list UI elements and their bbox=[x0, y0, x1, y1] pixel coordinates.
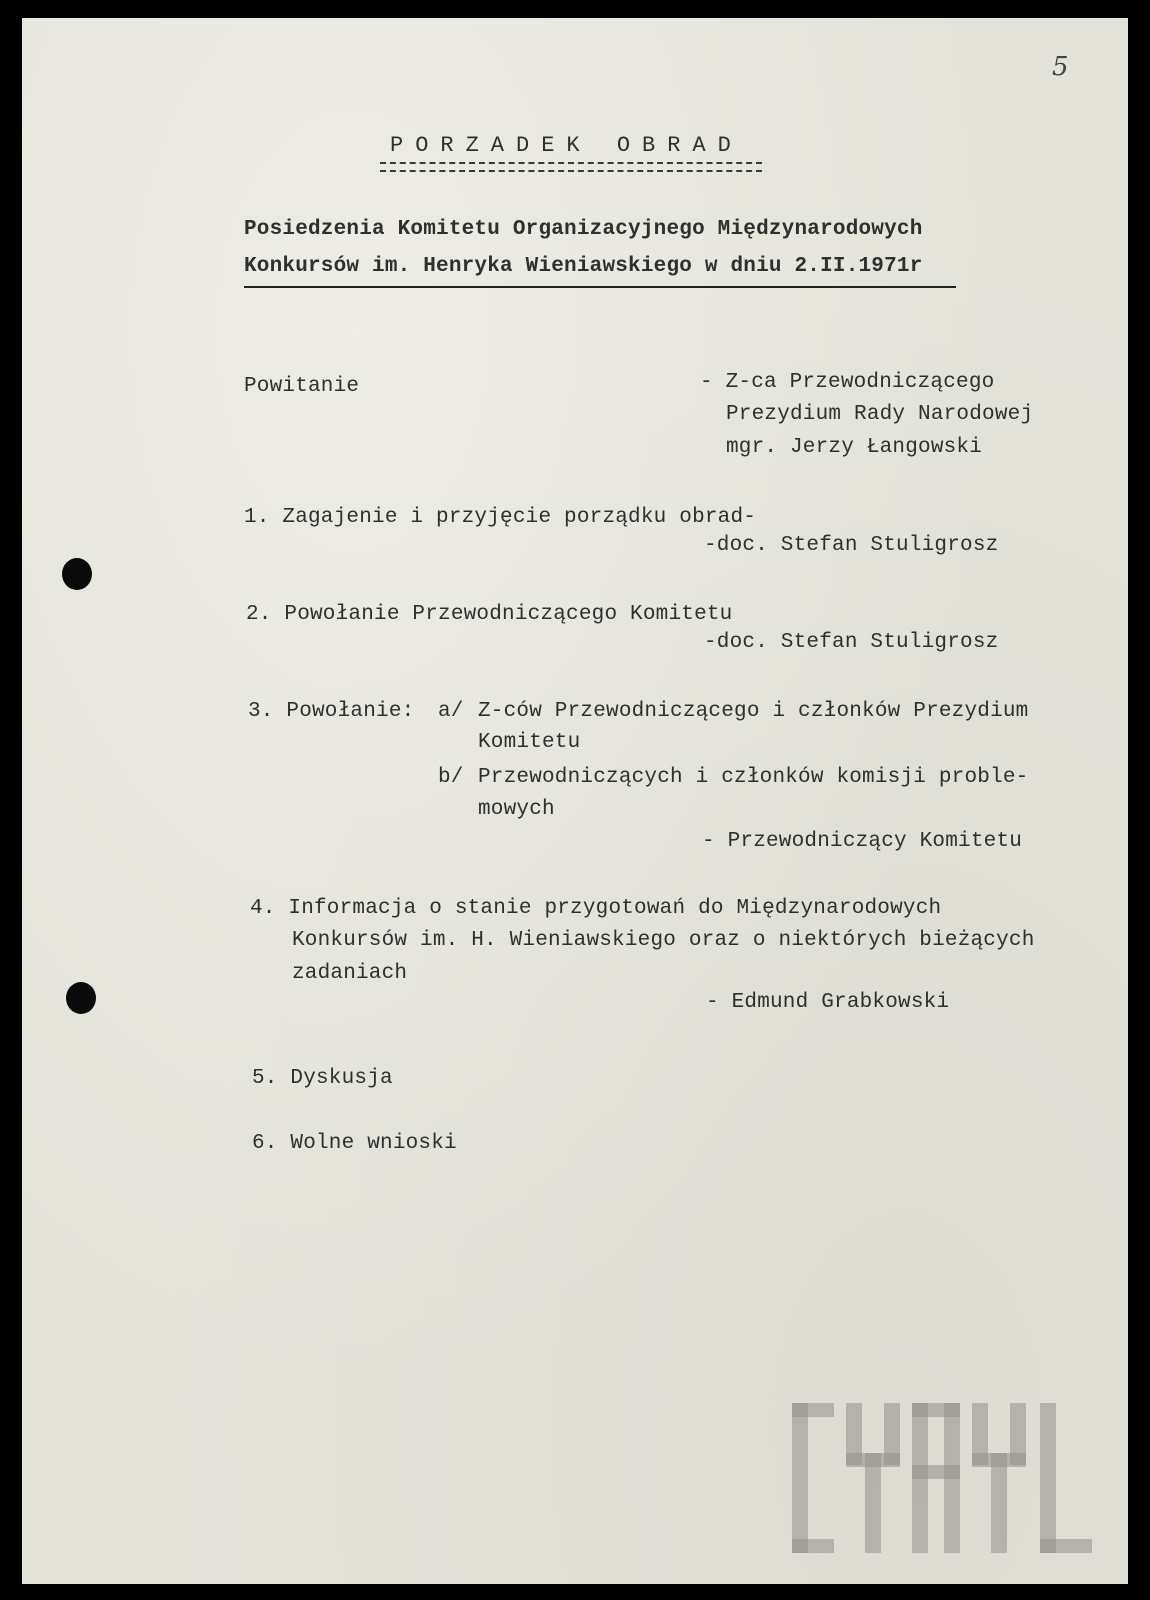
welcome-speaker-line-3: mgr. Jerzy Łangowski bbox=[726, 436, 983, 459]
document-page bbox=[22, 18, 1128, 1584]
page-number: 5 bbox=[1052, 52, 1069, 82]
punch-hole-bottom bbox=[66, 982, 96, 1014]
agenda-item-3-speaker: - Przewodniczący Komitetu bbox=[702, 830, 1023, 853]
subtitle-line-2: Konkursów im. Henryka Wieniawskiego w dniu 2.II.1971r bbox=[244, 255, 923, 278]
welcome-label: Powitanie bbox=[244, 375, 360, 398]
agenda-item-4-line-3: zadaniach bbox=[292, 962, 408, 985]
agenda-item-1: 1. Zagajenie i przyjęcie porządku obrad- bbox=[244, 506, 757, 529]
agenda-item-6: 6. Wolne wnioski bbox=[252, 1132, 457, 1155]
agenda-item-2-speaker: -doc. Stefan Stuligrosz bbox=[704, 631, 999, 654]
agenda-item-3a-marker: a/ bbox=[438, 700, 464, 723]
agenda-item-3b-line-2: mowych bbox=[478, 798, 555, 821]
subtitle-line-1: Posiedzenia Komitetu Organizacyjnego Międzynarodowych bbox=[244, 218, 923, 241]
welcome-speaker-line-1: - Z-ca Przewodniczącego bbox=[700, 371, 995, 394]
welcome-speaker-line-2: Prezydium Rady Narodowej bbox=[726, 403, 1034, 426]
agenda-item-4-line-2: Konkursów im. H. Wieniawskiego oraz o niektórych bieżących bbox=[292, 929, 1035, 952]
cyryl-watermark bbox=[792, 1403, 1112, 1563]
agenda-item-3a-line-1: Z-ców Przewodniczącego i członków Prezydium bbox=[478, 700, 1029, 723]
agenda-item-3b-line-1: Przewodniczących i członków komisji proble- bbox=[478, 766, 1029, 789]
page-title: PORZADEK OBRAD bbox=[390, 133, 743, 158]
agenda-item-2: 2. Powołanie Przewodniczącego Komitetu bbox=[246, 603, 733, 626]
agenda-item-3b-marker: b/ bbox=[438, 766, 464, 789]
agenda-item-5: 5. Dyskusja bbox=[252, 1067, 393, 1090]
title-double-underline bbox=[380, 162, 762, 172]
cyryl-watermark-letters bbox=[792, 1403, 1092, 1553]
agenda-item-4-speaker: - Edmund Grabkowski bbox=[706, 991, 950, 1014]
subtitle-underline bbox=[244, 286, 956, 288]
agenda-item-4-line-1: 4. Informacja o stanie przygotowań do Międzynarodowych bbox=[250, 897, 942, 920]
punch-hole-top bbox=[62, 558, 92, 590]
agenda-item-3-label: 3. Powołanie: bbox=[248, 700, 415, 723]
agenda-item-3a-line-2: Komitetu bbox=[478, 731, 581, 754]
agenda-item-1-speaker: -doc. Stefan Stuligrosz bbox=[704, 534, 999, 557]
